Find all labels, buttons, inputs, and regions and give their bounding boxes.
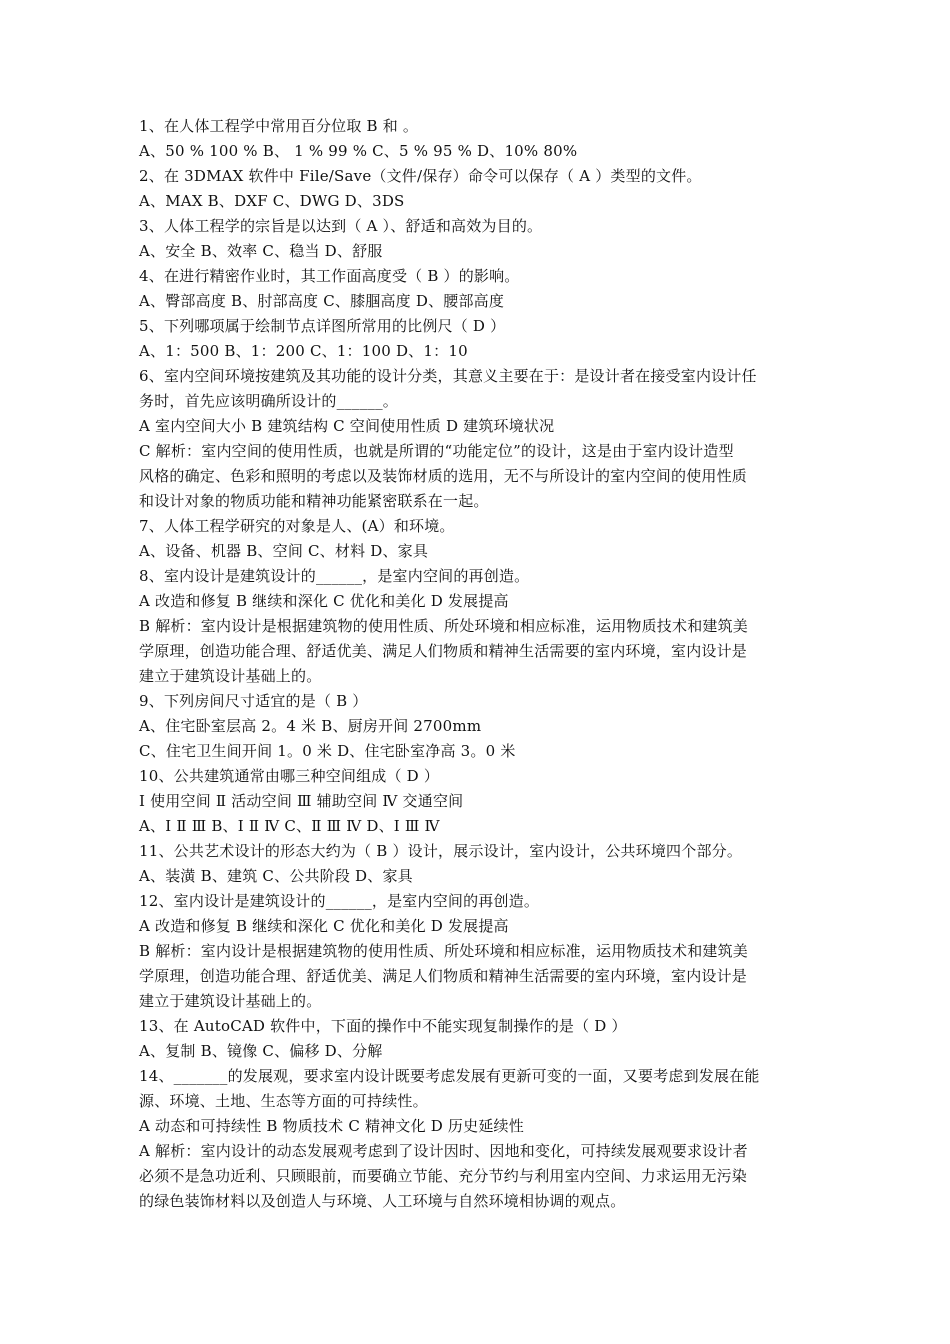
text-line: A、MAX B、DXF C、DWG D、3DS [139, 192, 405, 210]
text-line: 源、环境、土地、生态等方面的可持续性。 [139, 1092, 428, 1110]
text-line: 12、室内设计是建筑设计的______，是室内空间的再创造。 [139, 892, 540, 910]
text-line: 7、人体工程学研究的对象是人、(A）和环境。 [139, 517, 455, 535]
text-line: 务时，首先应该明确所设计的______。 [139, 392, 399, 410]
text-line: A、住宅卧室层高 2。4 米 B、厨房开间 2700mm [139, 717, 482, 735]
text-line: A、50 % 100 % B、 1 % 99 % C、5 % 95 % D、10% 80% [139, 142, 578, 160]
document-body [139, 114, 819, 1214]
text-line: A、装潢 B、建筑 C、公共阶段 D、家具 [139, 867, 413, 885]
text-line: C、住宅卫生间开间 1。0 米 D、住宅卧室净高 3。0 米 [139, 742, 516, 760]
text-line: 和设计对象的物质功能和精神功能紧密联系在一起。 [139, 492, 489, 510]
text-line: A、臀部高度 B、肘部高度 C、膝腘高度 D、腰部高度 [139, 292, 505, 310]
text-line: A 动态和可持续性 B 物质技术 C 精神文化 D 历史延续性 [139, 1117, 524, 1135]
text-line: B 解析：室内设计是根据建筑物的使用性质、所处环境和相应标准，运用物质技术和建筑美 [139, 942, 748, 960]
text-line: 学原理，创造功能合理、舒适优美、满足人们物质和精神生活需要的室内环境，室内设计是 [139, 642, 748, 660]
text-line: A、1：500 B、1：200 C、1：100 D、1：10 [139, 342, 468, 360]
text-line: B 解析：室内设计是根据建筑物的使用性质、所处环境和相应标准，运用物质技术和建筑美 [139, 617, 748, 635]
text-line: 11、公共艺术设计的形态大约为（ B ）设计，展示设计，室内设计，公共环境四个部分。 [139, 842, 743, 860]
text-line: 10、公共建筑通常由哪三种空间组成（ D ） [139, 767, 440, 785]
text-line: Ⅰ 使用空间 Ⅱ 活动空间 Ⅲ 辅助空间 Ⅳ 交通空间 [139, 792, 464, 810]
text-line: 3、人体工程学的宗旨是以达到（ A ）、舒适和高效为目的。 [139, 217, 543, 235]
text-line: 的绿色装饰材料以及创造人与环境、人工环境与自然环境相协调的观点。 [139, 1192, 626, 1210]
text-line: 1、在人体工程学中常用百分位取 B 和 。 [139, 117, 419, 135]
text-line: 风格的确定、色彩和照明的考虑以及装饰材质的选用，无不与所设计的室内空间的使用性质 [139, 467, 748, 485]
text-line: A 室内空间大小 B 建筑结构 C 空间使用性质 D 建筑环境状况 [139, 417, 555, 435]
text-line: 13、在 AutoCAD 软件中，下面的操作中不能实现复制操作的是（ D ） [139, 1017, 627, 1035]
text-line: A 解析：室内设计的动态发展观考虑到了设计因时、因地和变化，可持续发展观要求设计者 [139, 1142, 748, 1160]
text-line: 5、下列哪项属于绘制节点详图所常用的比例尺（ D ） [139, 317, 506, 335]
text-line: 14、_______的发展观，要求室内设计既要考虑发展有更新可变的一面，又要考虑到发展在能 [139, 1067, 760, 1085]
text-line: 必须不是急功近利、只顾眼前，而要确立节能、充分节约与利用室内空间、力求运用无污染 [139, 1167, 748, 1185]
text-line: A、安全 B、效率 C、稳当 D、舒服 [139, 242, 383, 260]
text-line: 9、下列房间尺寸适宜的是（ B ） [139, 692, 368, 710]
text-line: C 解析：室内空间的使用性质，也就是所谓的“功能定位”的设计，这是由于室内设计造型 [139, 442, 734, 460]
text-line: A、复制 B、镜像 C、偏移 D、分解 [139, 1042, 383, 1060]
text-line: A、设备、机器 B、空间 C、材料 D、家具 [139, 542, 429, 560]
text-line: 4、在进行精密作业时，其工作面高度受（ B ）的影响。 [139, 267, 520, 285]
text-line: 建立于建筑设计基础上的。 [139, 667, 322, 685]
text-line: A 改造和修复 B 继续和深化 C 优化和美化 D 发展提高 [139, 917, 509, 935]
text-line: 6、室内空间环境按建筑及其功能的设计分类，其意义主要在于：是设计者在接受室内设计任 [139, 367, 757, 385]
text-line: 学原理，创造功能合理、舒适优美、满足人们物质和精神生活需要的室内环境，室内设计是 [139, 967, 748, 985]
text-line: 建立于建筑设计基础上的。 [139, 992, 322, 1010]
text-line: 8、室内设计是建筑设计的______，是室内空间的再创造。 [139, 567, 530, 585]
text-line: A、Ⅰ Ⅱ Ⅲ B、Ⅰ Ⅱ Ⅳ C、Ⅱ Ⅲ Ⅳ D、Ⅰ Ⅲ Ⅳ [139, 817, 440, 835]
text-line: 2、在 3DMAX 软件中 File/Save（文件/保存）命令可以保存（ A ）类型的文件。 [139, 167, 702, 185]
text-line: A 改造和修复 B 继续和深化 C 优化和美化 D 发展提高 [139, 592, 509, 610]
